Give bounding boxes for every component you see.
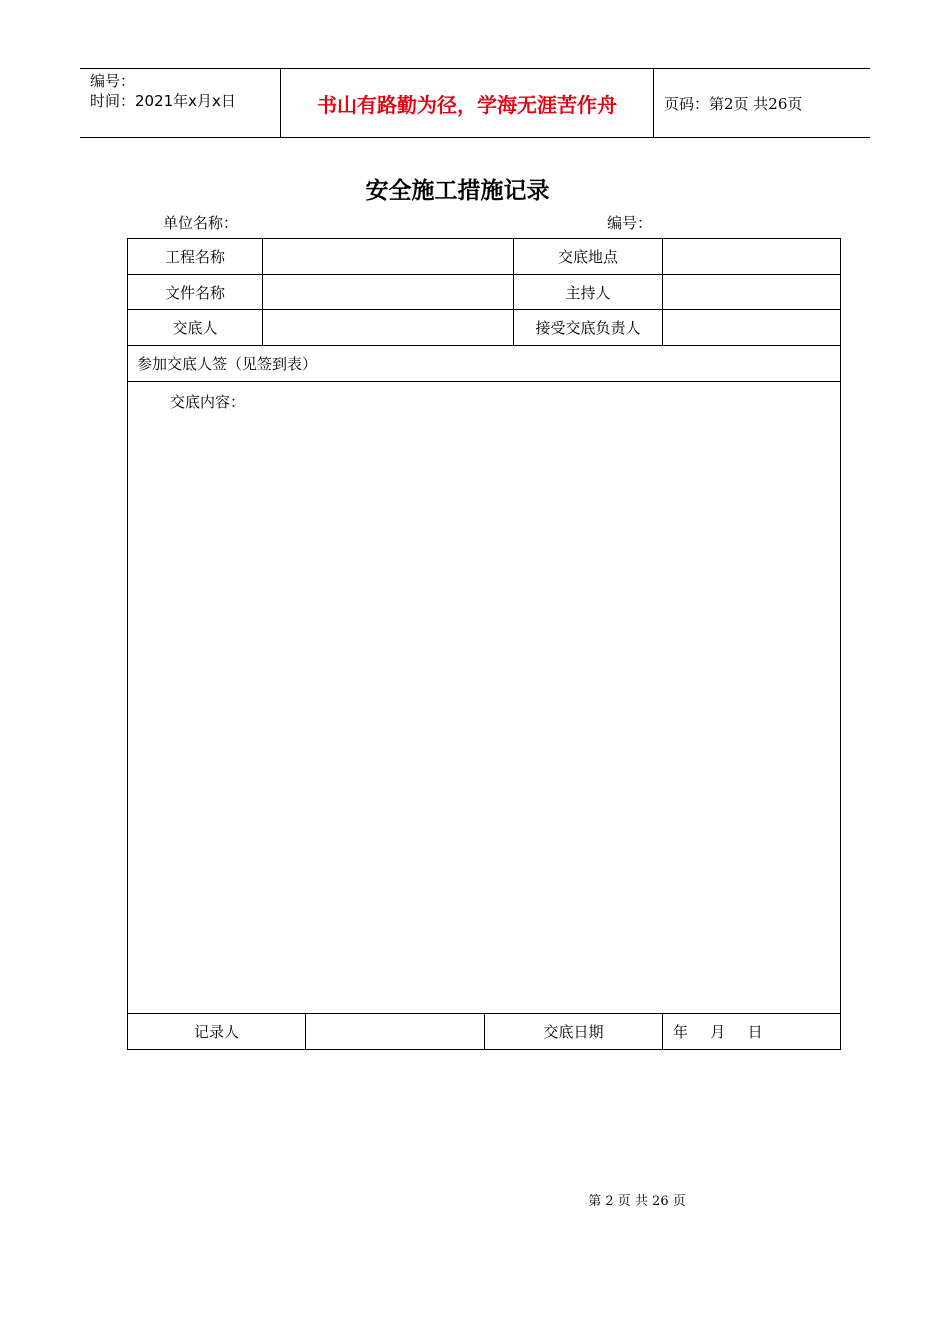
receiver-leader-label: 接受交底负责人	[514, 310, 663, 345]
host-field[interactable]	[663, 275, 840, 309]
page-number: 第 2 页 共 26 页	[588, 1194, 686, 1209]
header-motto: 书山有路勤为径，学海无涯苦作舟	[281, 69, 654, 137]
form-row-discloser	[128, 310, 840, 346]
document-header	[80, 68, 870, 138]
form-row-recorder	[128, 1013, 840, 1049]
header-number-label: 编号：	[90, 72, 136, 90]
record-form	[127, 238, 841, 1050]
discloser-label: 交底人	[128, 310, 263, 345]
form-row-project	[128, 239, 840, 275]
file-name-field[interactable]	[263, 275, 514, 309]
form-row-file	[128, 275, 840, 310]
content-label: 交底内容：	[170, 393, 246, 411]
header-meta	[80, 69, 281, 137]
disclosure-date-field[interactable]: 年 月 日	[673, 1023, 765, 1041]
header-page-label: 页码：第2页 共26页	[664, 94, 803, 113]
file-name-label: 文件名称	[128, 275, 263, 309]
disclosure-place-field[interactable]	[663, 239, 840, 274]
unit-name-label: 单位名称：	[163, 214, 239, 232]
discloser-field[interactable]	[263, 310, 514, 345]
project-name-field[interactable]	[263, 239, 514, 274]
disclosure-date-label: 交底日期	[485, 1014, 663, 1049]
header-time-label: 时间：2021年x月x日	[90, 92, 236, 110]
recorder-label: 记录人	[128, 1014, 306, 1049]
recorder-field[interactable]	[306, 1014, 485, 1049]
document-title: 安全施工措施记录	[365, 177, 550, 204]
form-row-participants	[128, 346, 840, 382]
host-label: 主持人	[514, 275, 663, 309]
disclosure-place-label: 交底地点	[514, 239, 663, 274]
document-number-label: 编号：	[607, 214, 653, 232]
receiver-leader-field[interactable]	[663, 310, 840, 345]
participants-label: 参加交底人签（见签到表）	[137, 355, 318, 373]
project-name-label: 工程名称	[128, 239, 263, 274]
